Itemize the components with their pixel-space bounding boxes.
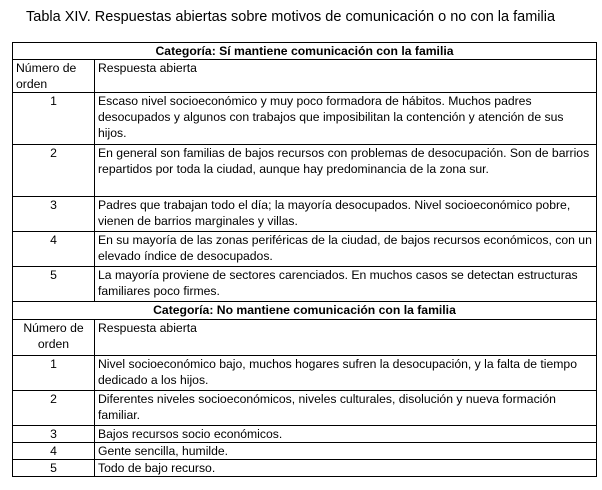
- category-row: [13, 43, 597, 60]
- order-number-cell: 3: [13, 197, 95, 232]
- table-caption: Tabla XIV. Respuestas abiertas sobre motivos de comunicación o no con la familia: [26, 9, 556, 25]
- table-row: [13, 267, 597, 302]
- order-number-cell: 5: [13, 460, 95, 477]
- table-row: [13, 232, 597, 267]
- order-number-cell: 4: [13, 232, 95, 267]
- order-number-cell: 4: [13, 443, 95, 460]
- order-number-cell: 1: [13, 93, 95, 145]
- response-cell: En general son familias de bajos recursos con problemas de desocupación. Son de barrios repartidos por toda la ciudad, aunque hay predominancia de la zona sur.: [95, 145, 597, 197]
- column-header-number: Número de orden: [13, 320, 95, 356]
- table-row: [13, 356, 597, 391]
- response-cell: Padres que trabajan todo el día; la mayoría desocupados. Nivel socioeconómico pobre, vienen de barrios marginales y villas.: [95, 197, 597, 232]
- response-cell: Bajos recursos socio económicos.: [95, 426, 597, 443]
- table-row: [13, 391, 597, 426]
- category-heading: Categoría: Sí mantiene comunicación con la familia: [13, 43, 597, 60]
- order-number-cell: 1: [13, 356, 95, 391]
- order-number-cell: 2: [13, 145, 95, 197]
- category-heading: Categoría: No mantiene comunicación con la familia: [13, 302, 597, 320]
- table-row: [13, 460, 597, 477]
- order-number-cell: 5: [13, 267, 95, 302]
- table-row: [13, 197, 597, 232]
- response-cell: En su mayoría de las zonas periféricas de la ciudad, de bajos recursos económicos, con un elevado índice de desocupados.: [95, 232, 597, 267]
- column-header-row: [13, 60, 597, 93]
- response-cell: La mayoría proviene de sectores carenciados. En muchos casos se detectan estructuras familiares poco firmes.: [95, 267, 597, 302]
- response-cell: Gente sencilla, humilde.: [95, 443, 597, 460]
- response-cell: Nivel socioeconómico bajo, muchos hogares sufren la desocupación, y la falta de tiempo dedicado a los hijos.: [95, 356, 597, 391]
- column-header-row: [13, 320, 597, 356]
- table-row: [13, 443, 597, 460]
- table-row: [13, 145, 597, 197]
- column-header-response: Respuesta abierta: [95, 320, 597, 356]
- response-cell: Diferentes niveles socioeconómicos, niveles culturales, disolución y nueva formación familiar.: [95, 391, 597, 426]
- response-cell: Todo de bajo recurso.: [95, 460, 597, 477]
- column-header-response: Respuesta abierta: [95, 60, 597, 93]
- category-row: [13, 302, 597, 320]
- response-cell: Escaso nivel socioeconómico y muy poco formadora de hábitos. Muchos padres desocupados y algunos con trabajos que imposibilitan la contención y atención de sus hijos.: [95, 93, 597, 145]
- order-number-cell: 2: [13, 391, 95, 426]
- responses-table: [12, 42, 597, 477]
- column-header-number: Número de orden: [13, 60, 95, 93]
- order-number-cell: 3: [13, 426, 95, 443]
- table-row: [13, 93, 597, 145]
- table-row: [13, 426, 597, 443]
